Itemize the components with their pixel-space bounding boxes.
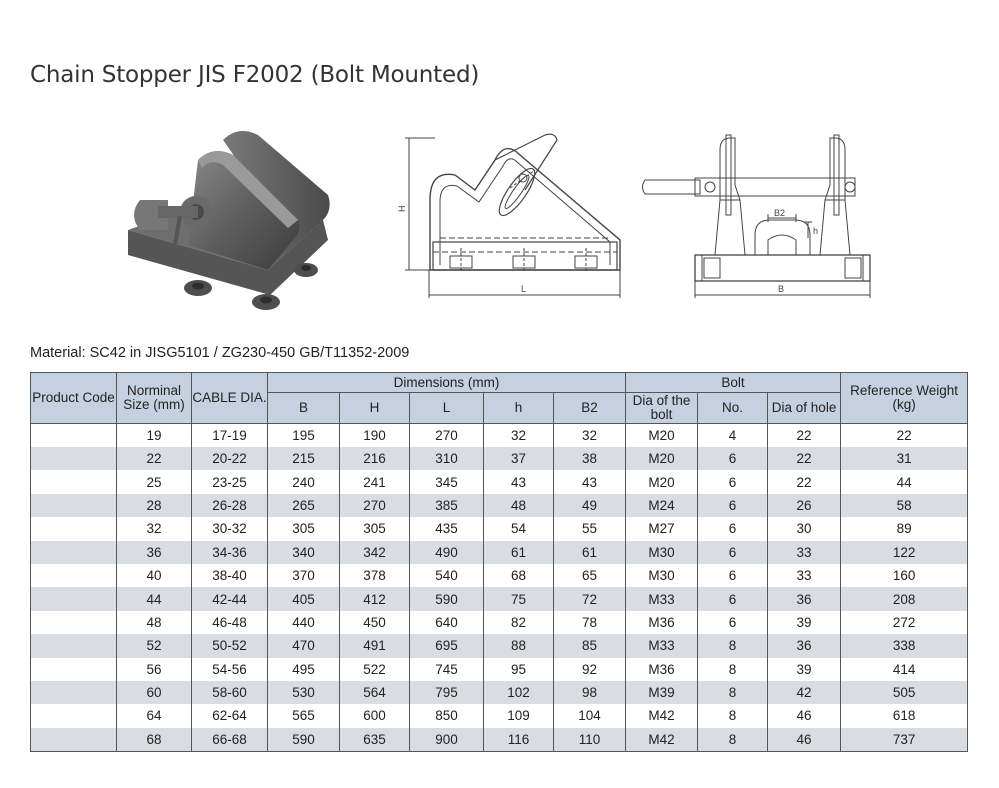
cell-b2: 78 — [554, 611, 626, 634]
cell-product-code — [31, 681, 117, 704]
header-l: L — [410, 393, 484, 424]
cell-h-upper: 522 — [340, 658, 410, 681]
cell-dia-of-hole: 46 — [768, 704, 841, 727]
table-row — [31, 634, 968, 657]
cell-no: 4 — [698, 424, 768, 448]
cell-h-upper: 564 — [340, 681, 410, 704]
cell-b: 265 — [268, 494, 340, 517]
cell-dia-of-bolt: M24 — [626, 494, 698, 517]
cell-no: 8 — [698, 658, 768, 681]
spec-table — [30, 372, 968, 752]
cell-h-upper: 216 — [340, 447, 410, 470]
cell-cable-dia: 26-28 — [192, 494, 268, 517]
cell-product-code — [31, 634, 117, 657]
cell-cable-dia: 23-25 — [192, 470, 268, 493]
cell-b: 215 — [268, 447, 340, 470]
cell-nominal-size: 40 — [117, 564, 192, 587]
cell-l: 540 — [410, 564, 484, 587]
cell-h-lower: 68 — [484, 564, 554, 587]
cell-b: 240 — [268, 470, 340, 493]
cell-cable-dia: 46-48 — [192, 611, 268, 634]
cell-no: 6 — [698, 494, 768, 517]
cell-cable-dia: 50-52 — [192, 634, 268, 657]
cell-no: 6 — [698, 564, 768, 587]
cell-product-code — [31, 564, 117, 587]
table-row — [31, 494, 968, 517]
cell-no: 6 — [698, 447, 768, 470]
table-row — [31, 517, 968, 540]
cell-h-lower: 32 — [484, 424, 554, 448]
cell-h-lower: 54 — [484, 517, 554, 540]
cell-cable-dia: 58-60 — [192, 681, 268, 704]
cell-h-upper: 342 — [340, 541, 410, 564]
header-ref-weight: Reference Weight (kg) — [841, 373, 968, 424]
cell-no: 6 — [698, 611, 768, 634]
header-dia-of-hole: Dia of hole — [768, 393, 841, 424]
cell-no: 6 — [698, 587, 768, 610]
cell-h-lower: 116 — [484, 728, 554, 752]
cell-h-upper: 600 — [340, 704, 410, 727]
table-row — [31, 587, 968, 610]
cell-ref-weight: 737 — [841, 728, 968, 752]
cell-dia-of-bolt: M36 — [626, 658, 698, 681]
header-h-lower: h — [484, 393, 554, 424]
cell-b: 590 — [268, 728, 340, 752]
cell-dia-of-hole: 39 — [768, 611, 841, 634]
cell-ref-weight: 618 — [841, 704, 968, 727]
cell-b2: 92 — [554, 658, 626, 681]
cell-b2: 72 — [554, 587, 626, 610]
cell-b: 440 — [268, 611, 340, 634]
cell-l: 695 — [410, 634, 484, 657]
cell-h-lower: 109 — [484, 704, 554, 727]
cell-dia-of-bolt: M42 — [626, 704, 698, 727]
cell-h-lower: 75 — [484, 587, 554, 610]
cell-l: 490 — [410, 541, 484, 564]
cell-no: 8 — [698, 704, 768, 727]
cell-b2: 55 — [554, 517, 626, 540]
cell-cable-dia: 38-40 — [192, 564, 268, 587]
cell-h-upper: 190 — [340, 424, 410, 448]
cell-no: 8 — [698, 634, 768, 657]
cell-nominal-size: 32 — [117, 517, 192, 540]
cell-dia-of-bolt: M27 — [626, 517, 698, 540]
cell-dia-of-hole: 33 — [768, 541, 841, 564]
table-row — [31, 728, 968, 752]
cell-dia-of-hole: 36 — [768, 587, 841, 610]
cell-h-lower: 61 — [484, 541, 554, 564]
table-row — [31, 470, 968, 493]
cell-b2: 49 — [554, 494, 626, 517]
cell-l: 435 — [410, 517, 484, 540]
cell-dia-of-bolt: M30 — [626, 541, 698, 564]
cell-product-code — [31, 611, 117, 634]
cell-ref-weight: 58 — [841, 494, 968, 517]
cell-l: 850 — [410, 704, 484, 727]
cell-product-code — [31, 470, 117, 493]
cell-product-code — [31, 424, 117, 448]
cell-no: 6 — [698, 541, 768, 564]
cell-product-code — [31, 494, 117, 517]
cell-nominal-size: 48 — [117, 611, 192, 634]
cell-product-code — [31, 704, 117, 727]
header-cable-dia: CABLE DIA. — [192, 373, 268, 424]
cell-cable-dia: 34-36 — [192, 541, 268, 564]
table-row — [31, 541, 968, 564]
cell-no: 6 — [698, 517, 768, 540]
cell-ref-weight: 44 — [841, 470, 968, 493]
cell-l: 900 — [410, 728, 484, 752]
cell-ref-weight: 22 — [841, 424, 968, 448]
table-row — [31, 447, 968, 470]
cell-b2: 65 — [554, 564, 626, 587]
cell-cable-dia: 17-19 — [192, 424, 268, 448]
cell-ref-weight: 160 — [841, 564, 968, 587]
cell-dia-of-hole: 42 — [768, 681, 841, 704]
cell-l: 345 — [410, 470, 484, 493]
cell-h-lower: 37 — [484, 447, 554, 470]
cell-nominal-size: 19 — [117, 424, 192, 448]
cell-cable-dia: 54-56 — [192, 658, 268, 681]
cell-b: 530 — [268, 681, 340, 704]
cell-dia-of-hole: 46 — [768, 728, 841, 752]
cell-b: 370 — [268, 564, 340, 587]
cell-h-lower: 82 — [484, 611, 554, 634]
cell-cable-dia: 30-32 — [192, 517, 268, 540]
dim-label-b: B — [778, 284, 785, 294]
cell-ref-weight: 208 — [841, 587, 968, 610]
cell-product-code — [31, 517, 117, 540]
dim-label-b2: B2 — [774, 208, 786, 218]
cell-ref-weight: 338 — [841, 634, 968, 657]
side-view-drawing — [395, 130, 630, 302]
cell-dia-of-hole: 26 — [768, 494, 841, 517]
header-no: No. — [698, 393, 768, 424]
cell-ref-weight: 505 — [841, 681, 968, 704]
cell-dia-of-hole: 22 — [768, 470, 841, 493]
cell-dia-of-hole: 39 — [768, 658, 841, 681]
cell-cable-dia: 42-44 — [192, 587, 268, 610]
header-h-upper: H — [340, 393, 410, 424]
cell-dia-of-bolt: M33 — [626, 587, 698, 610]
cell-l: 640 — [410, 611, 484, 634]
cell-dia-of-hole: 22 — [768, 424, 841, 448]
cell-b: 405 — [268, 587, 340, 610]
cell-dia-of-hole: 30 — [768, 517, 841, 540]
cell-no: 8 — [698, 681, 768, 704]
cell-b: 470 — [268, 634, 340, 657]
cell-cable-dia: 62-64 — [192, 704, 268, 727]
cell-b2: 32 — [554, 424, 626, 448]
cell-h-upper: 378 — [340, 564, 410, 587]
cell-ref-weight: 414 — [841, 658, 968, 681]
cell-cable-dia: 66-68 — [192, 728, 268, 752]
cell-nominal-size: 44 — [117, 587, 192, 610]
cell-b: 565 — [268, 704, 340, 727]
cell-l: 385 — [410, 494, 484, 517]
cell-h-upper: 305 — [340, 517, 410, 540]
header-nominal-size: Norminal Size (mm) — [117, 373, 192, 424]
cell-b: 195 — [268, 424, 340, 448]
cell-l: 310 — [410, 447, 484, 470]
cell-dia-of-hole: 22 — [768, 447, 841, 470]
product-photo — [118, 120, 338, 320]
cell-ref-weight: 31 — [841, 447, 968, 470]
header-product-code: Product Code — [31, 373, 117, 424]
cell-ref-weight: 89 — [841, 517, 968, 540]
cell-b2: 110 — [554, 728, 626, 752]
cell-b: 340 — [268, 541, 340, 564]
cell-h-upper: 412 — [340, 587, 410, 610]
table-row — [31, 564, 968, 587]
cell-nominal-size: 60 — [117, 681, 192, 704]
cell-ref-weight: 122 — [841, 541, 968, 564]
cell-dia-of-bolt: M20 — [626, 447, 698, 470]
cell-nominal-size: 22 — [117, 447, 192, 470]
cell-product-code — [31, 541, 117, 564]
cell-l: 795 — [410, 681, 484, 704]
header-b: B — [268, 393, 340, 424]
cell-h-lower: 43 — [484, 470, 554, 493]
cell-h-upper: 241 — [340, 470, 410, 493]
page-title: Chain Stopper JIS F2002 (Bolt Mounted) — [30, 62, 480, 88]
cell-nominal-size: 56 — [117, 658, 192, 681]
cell-h-upper: 450 — [340, 611, 410, 634]
cell-nominal-size: 52 — [117, 634, 192, 657]
cell-product-code — [31, 658, 117, 681]
cell-b: 305 — [268, 517, 340, 540]
cell-no: 8 — [698, 728, 768, 752]
cell-dia-of-bolt: M20 — [626, 424, 698, 448]
cell-l: 590 — [410, 587, 484, 610]
dim-label-h: H — [397, 205, 407, 212]
cell-b2: 61 — [554, 541, 626, 564]
cell-h-lower: 95 — [484, 658, 554, 681]
header-dimensions: Dimensions (mm) — [268, 373, 626, 393]
cell-dia-of-hole: 33 — [768, 564, 841, 587]
cell-nominal-size: 64 — [117, 704, 192, 727]
cell-b2: 43 — [554, 470, 626, 493]
cell-dia-of-bolt: M42 — [626, 728, 698, 752]
table-row — [31, 704, 968, 727]
table-row — [31, 681, 968, 704]
table-row — [31, 658, 968, 681]
cell-product-code — [31, 447, 117, 470]
cell-b2: 38 — [554, 447, 626, 470]
cell-dia-of-hole: 36 — [768, 634, 841, 657]
cell-dia-of-bolt: M20 — [626, 470, 698, 493]
table-row — [31, 424, 968, 448]
cell-dia-of-bolt: M30 — [626, 564, 698, 587]
cell-dia-of-bolt: M33 — [626, 634, 698, 657]
cell-h-lower: 102 — [484, 681, 554, 704]
cell-b2: 85 — [554, 634, 626, 657]
cell-product-code — [31, 587, 117, 610]
cell-l: 745 — [410, 658, 484, 681]
cell-h-upper: 270 — [340, 494, 410, 517]
dim-label-l: L — [521, 284, 527, 294]
cell-cable-dia: 20-22 — [192, 447, 268, 470]
cell-h-upper: 491 — [340, 634, 410, 657]
header-bolt: Bolt — [626, 373, 841, 393]
cell-h-upper: 635 — [340, 728, 410, 752]
cell-nominal-size: 25 — [117, 470, 192, 493]
cell-b2: 104 — [554, 704, 626, 727]
cell-product-code — [31, 728, 117, 752]
cell-nominal-size: 28 — [117, 494, 192, 517]
cell-ref-weight: 272 — [841, 611, 968, 634]
cell-h-lower: 48 — [484, 494, 554, 517]
header-dia-of-bolt: Dia of the bolt — [626, 393, 698, 424]
cell-dia-of-bolt: M39 — [626, 681, 698, 704]
material-note: Material: SC42 in JISG5101 / ZG230-450 GB/T11352-2009 — [30, 345, 410, 361]
cell-h-lower: 88 — [484, 634, 554, 657]
cell-b2: 98 — [554, 681, 626, 704]
cell-nominal-size: 36 — [117, 541, 192, 564]
cell-l: 270 — [410, 424, 484, 448]
cell-dia-of-bolt: M36 — [626, 611, 698, 634]
dim-label-small-h: h — [813, 226, 819, 236]
header-b2: B2 — [554, 393, 626, 424]
cell-no: 6 — [698, 470, 768, 493]
cell-b: 495 — [268, 658, 340, 681]
cell-nominal-size: 68 — [117, 728, 192, 752]
front-view-drawing — [640, 130, 880, 302]
table-row — [31, 611, 968, 634]
